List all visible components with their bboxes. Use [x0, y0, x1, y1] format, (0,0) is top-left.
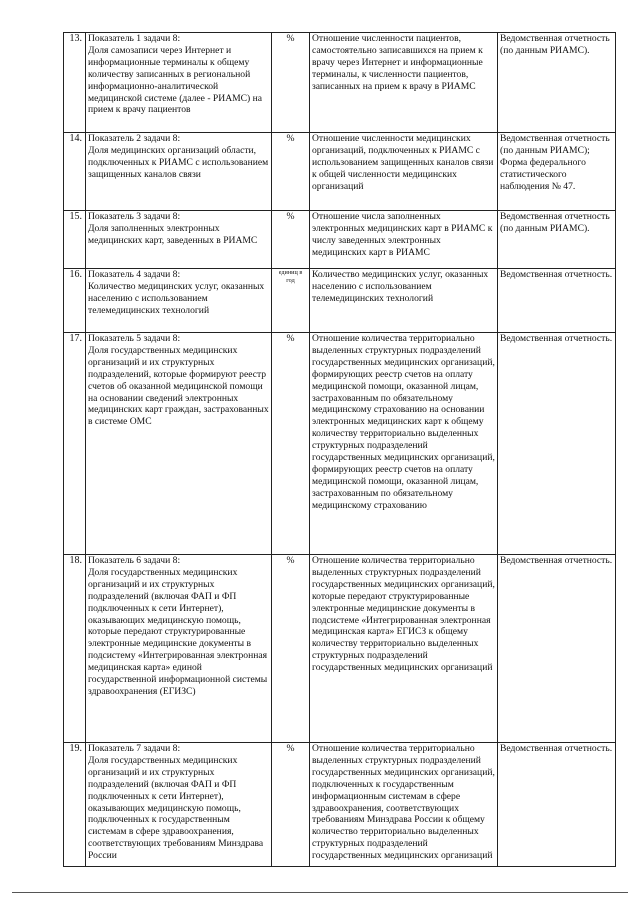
table-row [64, 133, 616, 211]
indicator-cell [86, 743, 272, 867]
page-bottom-rule [12, 892, 628, 893]
method-cell: Отношение численности медицинских организаций, подключенных к РИАМС с использованием защищенных каналов связи к общей численности медицинских организаций [310, 133, 498, 211]
indicator-title: Показатель 7 задачи 8: [88, 743, 181, 754]
row-number: 16. [64, 269, 86, 333]
indicator-cell [86, 133, 272, 211]
table-row [64, 555, 616, 743]
source-cell: Ведомственная отчетность (по данным РИАМС). [498, 211, 616, 269]
indicator-description: Доля самозаписи через Интернет и информационные терминалы к общему количеству записанных в региональной информационно-аналитической медицинской системе (далее - РИАМС) на прием к врачу пациентов [88, 44, 263, 116]
indicator-title: Показатель 4 задачи 8: [88, 269, 181, 280]
indicator-description: Доля государственных медицинских организаций и их структурных подразделений, которые формируют реестр счетов об оказанной медицинской помощи на основании сведений электронных медицинских карт граждан, застрахованных в системе ОМС [88, 344, 269, 428]
row-number: 14. [64, 133, 86, 211]
indicator-description: Доля государственных медицинских организаций и их структурных подразделений (включая ФАП и ФП подключенных к сети Интернет), оказывающих медицинскую помощь, которые передают структурированные электронные медицинские документы в подсистему «Интегрированная электронная медицинская карта» единой государственной информационной системы здравоохранения (ЕГИЗС) [88, 566, 268, 697]
indicator-title: Показатель 3 задачи 8: [88, 211, 181, 222]
source-cell: Ведомственная отчетность (по данным РИАМС); Форма федерального статистического наблюдения № 47. [498, 133, 616, 211]
indicator-cell [86, 211, 272, 269]
method-cell: Отношение количества территориально выделенных структурных подразделений государственных медицинских организаций, которые передают структурированные электронные медицинские документы в подсистеме «Интегрированная электронная медицинская карта» ЕГИСЗ к общему количеству территориально выделенных структурных подразделений государственных медицинских организаций [310, 555, 498, 743]
method-cell: Отношение численности пациентов, самостоятельно записавшихся на прием к врачу через Интернет и информационные терминалы, к численности пациентов, записанных на прием к врачу в РИАМС [310, 33, 498, 133]
unit-cell: % [272, 133, 310, 211]
unit-cell: % [272, 211, 310, 269]
source-cell: Ведомственная отчетность. [498, 555, 616, 743]
method-cell: Отношение количества территориально выделенных структурных подразделений государственных медицинских организаций, формирующих реестр счетов на оплату медицинской помощи, оказанной лицам, застрахованным по обязательному медицинскому страхованию на основании электронных медицинских карт к общему количеству территориально выделенных структурных подразделений государственных медицинских организаций, формирующих реестр счетов на оплату медицинской помощи, оказанной лицам, застрахованным по обязательному медицинскому страхованию [310, 333, 498, 555]
unit-cell: единиц в год [272, 269, 310, 333]
source-cell: Ведомственная отчетность. [498, 269, 616, 333]
indicator-title: Показатель 5 задачи 8: [88, 333, 181, 344]
unit-cell: % [272, 555, 310, 743]
row-number: 15. [64, 211, 86, 269]
indicator-cell [86, 269, 272, 333]
document-page [63, 32, 615, 867]
table-row [64, 33, 616, 133]
indicator-title: Показатель 6 задачи 8: [88, 555, 181, 566]
indicator-cell [86, 33, 272, 133]
table-row [64, 269, 616, 333]
row-number: 19. [64, 743, 86, 867]
indicator-description: Доля медицинских организаций области, подключенных к РИАМС с использованием защищенных каналов связи [88, 144, 269, 180]
unit-cell: % [272, 33, 310, 133]
indicator-title: Показатель 2 задачи 8: [88, 133, 181, 144]
source-cell: Ведомственная отчетность. [498, 333, 616, 555]
row-number: 18. [64, 555, 86, 743]
unit-cell: % [272, 743, 310, 867]
table-row [64, 211, 616, 269]
source-cell: Ведомственная отчетность. [498, 743, 616, 867]
indicator-title: Показатель 1 задачи 8: [88, 33, 181, 44]
indicator-cell [86, 555, 272, 743]
indicator-description: Доля заполненных электронных медицинских карт, заведенных в РИАМС [88, 222, 258, 246]
row-number: 13. [64, 33, 86, 133]
source-cell: Ведомственная отчетность (по данным РИАМС). [498, 33, 616, 133]
method-cell: Отношение количества территориально выделенных структурных подразделений государственных медицинских организаций, подключенных к государственным информационным системам в сфере здравоохранения, соответствующих требованиям Минздрава России к общему количество территориально выделенных структурных подразделений государственных медицинских организаций [310, 743, 498, 867]
table-row [64, 743, 616, 867]
method-cell: Количество медицинских услуг, оказанных населению с использованием телемедицинских технологий [310, 269, 498, 333]
indicators-table [63, 32, 616, 867]
indicator-cell [86, 333, 272, 555]
unit-cell: % [272, 333, 310, 555]
row-number: 17. [64, 333, 86, 555]
table-row [64, 333, 616, 555]
method-cell: Отношение числа заполненных электронных медицинских карт в РИАМС к числу заведенных электронных медицинских карт в РИАМС [310, 211, 498, 269]
indicator-description: Количество медицинских услуг, оказанных населению с использованием телемедицинских технологий [88, 280, 265, 316]
indicator-description: Доля государственных медицинских организаций и их структурных подразделений (включая ФАП и ФП подключенных к сети Интернет), оказывающих медицинскую помощь, подключенных к государственным системам в сфере здравоохранения, соответствующих требованиям Минздрава России [88, 754, 264, 862]
